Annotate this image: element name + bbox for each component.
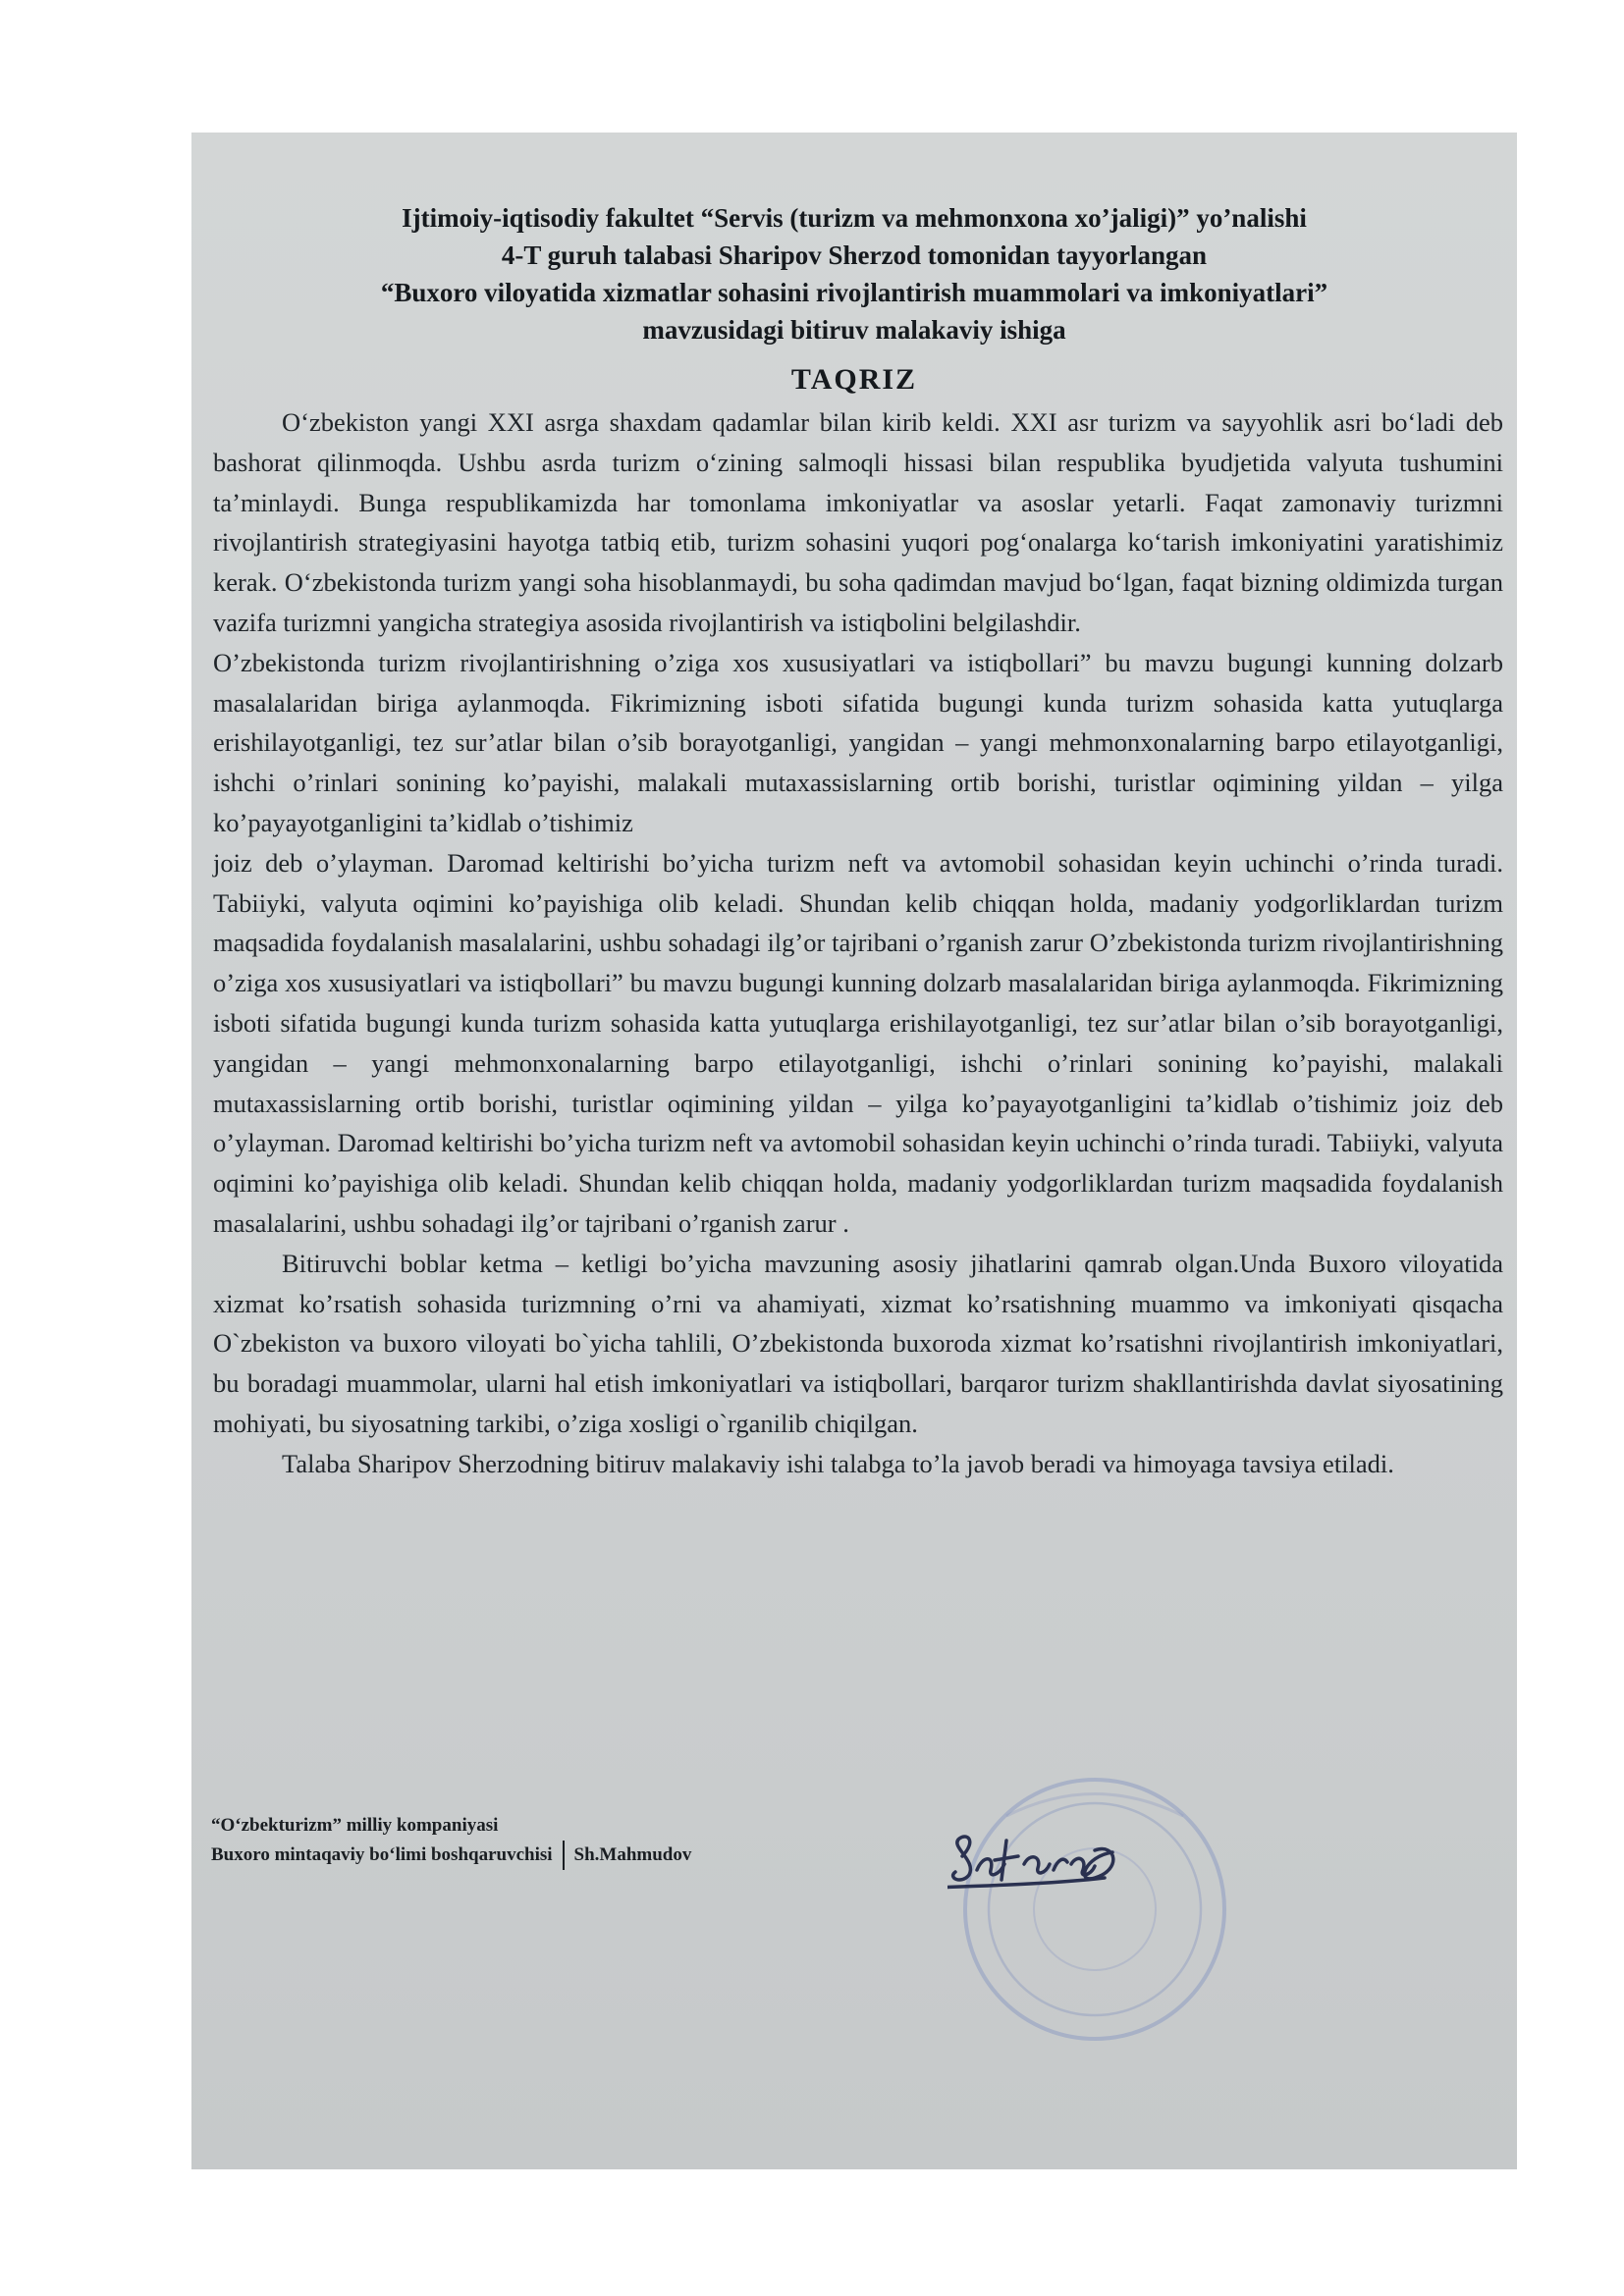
heading-line-topic: “Buxoro viloyatida xizmatlar sohasini rivojlantirish muammolari va imkoniyatlari” [380, 278, 1328, 307]
heading-line-work: mavzusidagi bitiruv malakaviy ishiga [642, 315, 1066, 345]
signature-name: Sh.Mahmudov [573, 1844, 692, 1865]
paragraph-chapters: Bitiruvchi boblar ketma – ketligi bo’yicha mavzuning asosiy jihatlarini qamrab olgan.Unda Buxoro viloyatida xizmat ko’rsatish sohasida turizmning o’rni va ahamiyati, xizmat ko’rsatishning muammo va imkoniyati qisqacha O`zbekiston va buxoro viloyati bo`yicha tahlili, O’zbekistonda buxoroda xizmat ko’rsatishni rivojlantirish imkoniyatlari, bu boradagi muammolar, ularni hal etish imkoniyatlari va istiqbollari, barqaror turizm shakllantirishda davlat siyosatining mohiyati, bu siyosatning tarkibi, o’ziga xosligi o`rganilib chiqilgan. [213, 1248, 1503, 1438]
paragraph-topic: O’zbekistonda turizm rivojlantirishning o’ziga xos xususiyatlari va istiqbollari” bu mavzu bugungi kunning dolzarb masalalaridan biriga aylanmoqda. Fikrimizning isboti sifatida bugungi kunda turizm sohasida katta yutuqlarga erishilayotganligi, tez sur’atlar bilan o’sib borayotganligi, yangidan – yangi mehmonxonalarning barpo etilayotganligi, ishchi o’rinlari sonining ko’payishi, malakali mutaxassislarning ortib borishi, turistlar oqimining yildan – yilga ko’payayotganligini ta’kidlab o’tishimiz [213, 647, 1503, 837]
signature-block [211, 1811, 691, 1870]
document-page [191, 133, 1517, 2169]
paragraph-conclusion: Talaba Sharipov Sherzodning bitiruv malakaviy ishi talabga to’la javob beradi va himoyaga tavsiya etiladi. [282, 1448, 1394, 1478]
heading-line-student: 4-T guruh talabasi Sharipov Sherzod tomonidan tayyorlangan [501, 240, 1208, 270]
heading-line-faculty: Ijtimoiy-iqtisodiy fakultet “Servis (turizm va mehmonxona xo’jaligi)” yo’nalishi [402, 203, 1307, 233]
paragraph-intro: O‘zbekiston yangi XXI asrga shaxdam qadamlar bilan kirib keldi. XXI asr turizm va sayyohlik asri bo‘ladi deb bashorat qilinmoqda. Ushbu asrda turizm o‘zining salmoqli hissasi bilan respublika byudjetida valyuta tushumini ta’minlaydi. Bunga respublikamizda har tomonlama imkoniyatlar va asoslar yetarli. Faqat zamonaviy turizmni rivojlantirish strategiyasini hayotga tatbiq etib, turizm sohasini yuqori pog‘onalarga ko‘tarish imkoniyatini yaratishimiz kerak. O‘zbekistonda turizm yangi soha hisoblanmaydi, bu soha qadimdan mavjud bo‘lgan, faqat bizning oldimizda turgan vazifa turizmni yangicha strategiya asosida rivojlantirish va istiqbolini belgilashdir. [213, 407, 1503, 637]
signature-position: Buxoro mintaqaviy bo‘limi boshqaruvchisi [211, 1844, 553, 1865]
review-body [213, 402, 1503, 1484]
signature-row [211, 1841, 691, 1870]
signature-organization: “O‘zbekturizm” milliy kompaniyasi [211, 1815, 499, 1836]
document-title: TAQRIZ [790, 363, 918, 396]
paragraph-income: joiz deb o’ylayman. Daromad keltirishi bo’yicha turizm neft va avtomobil sohasidan keyin uchinchi o’rinda turadi. Tabiiyki, valyuta oqimini ko’payishiga olib keladi. Shundan kelib chiqqan holda, madaniy yodgorliklardan turizm maqsadida foydalanish masalalarini, ushbu sohadagi ilg’or tajribani o’rganish zarur O’zbekistonda turizm rivojlantirishning o’ziga xos xususiyatlari va istiqbollari” bu mavzu bugungi kunning dolzarb masalalaridan biriga aylanmoqda. Fikrimizning isboti sifatida bugungi kunda turizm sohasida katta yutuqlarga erishilayotganligi, tez sur’atlar bilan o’sib borayotganligi, yangidan – yangi mehmonxonalarning barpo etilayotganligi, ishchi o’rinlari sonining ko’payishi, malakali mutaxassislarning ortib borishi, turistlar oqimining yildan – yilga ko’payayotganligini ta’kidlab o’tishimiz joiz deb o’ylayman. Daromad keltirishi bo’yicha turizm neft va avtomobil sohasidan keyin uchinchi o’rinda turadi. Tabiiyki, valyuta oqimini ko’payishiga olib keladi. Shundan kelib chiqqan holda, madaniy yodgorliklardan turizm maqsadida foydalanish masalalarini, ushbu sohadagi ilg’or tajribani o’rganish zarur . [213, 847, 1503, 1238]
signature-divider [563, 1841, 565, 1870]
document-heading [191, 199, 1517, 348]
official-stamp-icon [947, 1762, 1232, 2047]
